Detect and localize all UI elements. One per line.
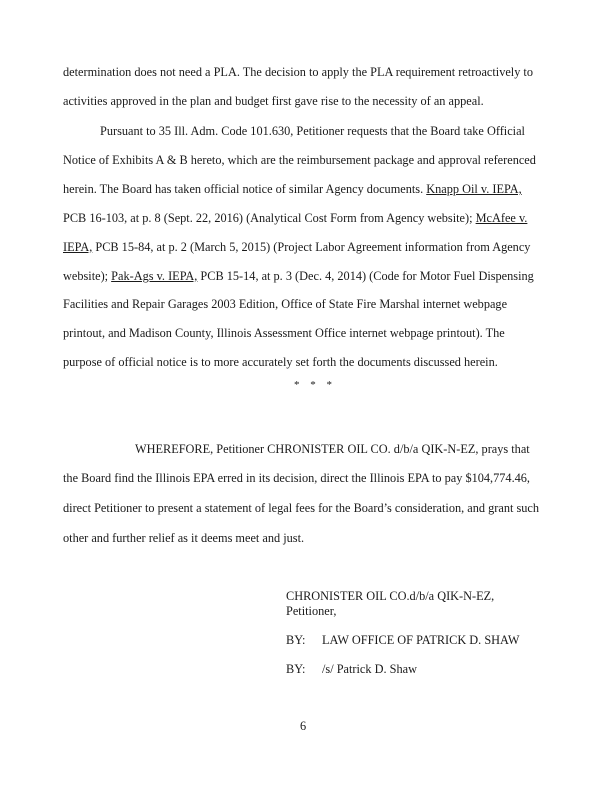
para2-line8: printout, and Madison County, Illinois Assessment Office internet webpage printout). The [63,326,505,340]
case-citation-knapp: Knapp Oil v. IEPA, [426,182,522,196]
signature-by-firm [286,633,520,648]
signature-by-attorney [286,662,417,677]
para2-line9: purpose of official notice is to more accurately set forth the documents discussed herein. [63,355,498,369]
para1-line2: activities approved in the plan and budget first gave rise to the necessity of an appeal. [63,94,484,108]
signature-role: Petitioner, [286,604,337,618]
section-separator: * * * [294,379,336,391]
para2-line6-rest: PCB 15-14, at p. 3 (Dec. 4, 2014) (Code for Motor Fuel Dispensing [197,269,534,283]
by-label: BY: [286,662,306,676]
para1-line1: determination does not need a PLA. The decision to apply the PLA requirement retroactively to [63,65,534,79]
para2-line1: Pursuant to 35 Ill. Adm. Code 101.630, Petitioner requests that the Board take Official [100,124,525,138]
para2-line5 [63,240,530,255]
case-citation-mcafee: McAfee v. [475,211,528,225]
case-citation-pakags: Pak-Ags v. IEPA, [111,269,198,283]
para3-line1: WHEREFORE, Petitioner CHRONISTER OIL CO. d/b/a QIK-N-EZ, prays that [135,442,530,456]
para2-line5-text: PCB 15-84, at p. 2 (March 5, 2015) (Project Labor Agreement information from Agency [92,240,531,254]
para2-line2: Notice of Exhibits A & B hereto, which are the reimbursement package and approval referenced [63,153,536,167]
by-label: BY: [286,633,306,647]
para2-line4-text: PCB 16-103, at p. 8 (Sept. 22, 2016) (Analytical Cost Form from Agency website); [63,211,476,225]
para2-line7: Facilities and Repair Garages 2003 Edition, Office of State Fire Marshal internet webpage [63,297,508,311]
para2-line6 [63,269,534,284]
para2-line3 [63,182,522,197]
attorney-signature: /s/ Patrick D. Shaw [322,662,417,676]
signature-party: CHRONISTER OIL CO.d/b/a QIK-N-EZ, [286,589,495,603]
page-number: 6 [300,719,307,733]
law-office-name: LAW OFFICE OF PATRICK D. SHAW [322,633,520,647]
case-citation-mcafee-cont: IEPA, [63,240,93,254]
para3-line2: the Board find the Illinois EPA erred in its decision, direct the Illinois EPA to pay $104,774.46, [63,471,531,485]
para2-line4 [63,211,527,226]
para2-line6-text: website); [63,269,112,283]
para3-line4: other and further relief as it deems meet and just. [63,531,305,545]
para2-line3-text: herein. The Board has taken official notice of similar Agency documents. [63,182,427,196]
para3-line3: direct Petitioner to present a statement of legal fees for the Board’s consideration, and grant such [63,501,540,515]
